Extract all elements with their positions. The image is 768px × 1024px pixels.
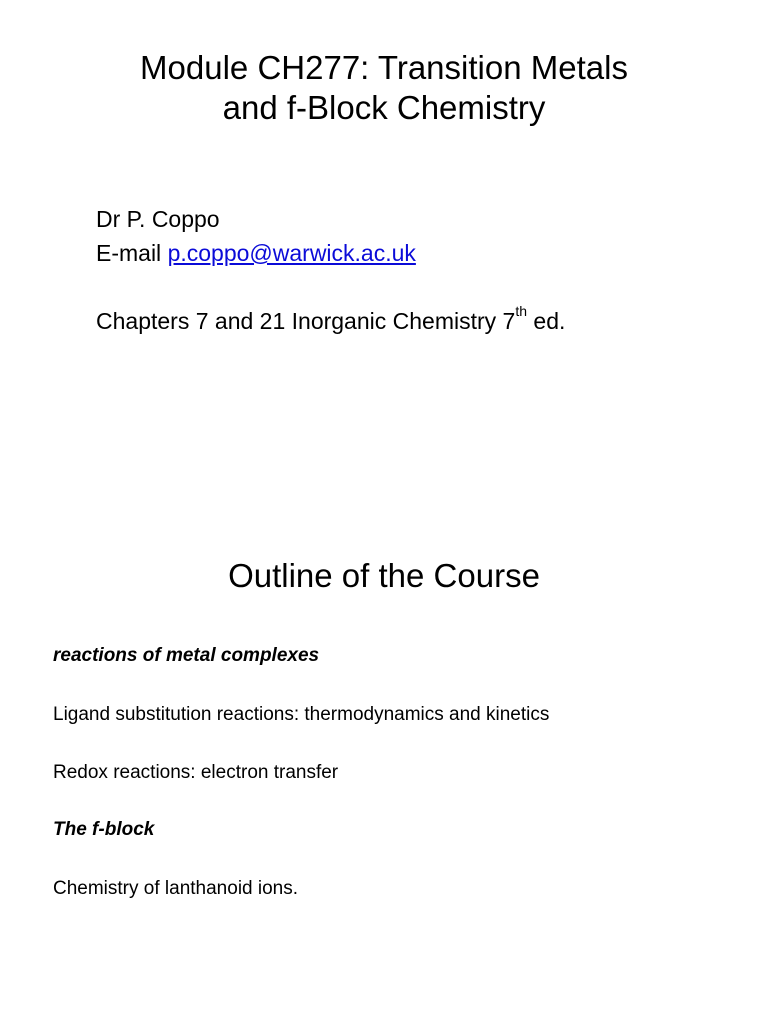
course-title-line-1: Module CH277: Transition Metals	[140, 49, 628, 86]
chapters-ordinal-suffix: th	[515, 303, 528, 320]
lecturer-name: Dr P. Coppo	[96, 206, 220, 232]
chapters-text: Chapters 7 and 21 Inorganic Chemistry 7	[96, 308, 516, 334]
chapters-edition-suffix: ed.	[527, 308, 566, 334]
email-link[interactable]: p.coppo@warwick.ac.uk	[167, 240, 416, 266]
email-label: E-mail	[96, 240, 168, 266]
outline-item-lanthanoid: Chemistry of lanthanoid ions.	[53, 878, 299, 899]
course-title-line-2: and f-Block Chemistry	[222, 89, 546, 126]
outline-heading-f-block: The f-block	[53, 819, 155, 840]
outline-title: Outline of the Course	[228, 557, 540, 594]
outline-item-redox: Redox reactions: electron transfer	[53, 762, 339, 783]
outline-item-ligand-substitution: Ligand substitution reactions: thermodynamics and kinetics	[53, 704, 550, 725]
outline-heading-reactions: reactions of metal complexes	[53, 645, 320, 666]
email-line	[96, 236, 416, 270]
chapters-reference	[96, 304, 565, 338]
course-title	[0, 48, 768, 128]
